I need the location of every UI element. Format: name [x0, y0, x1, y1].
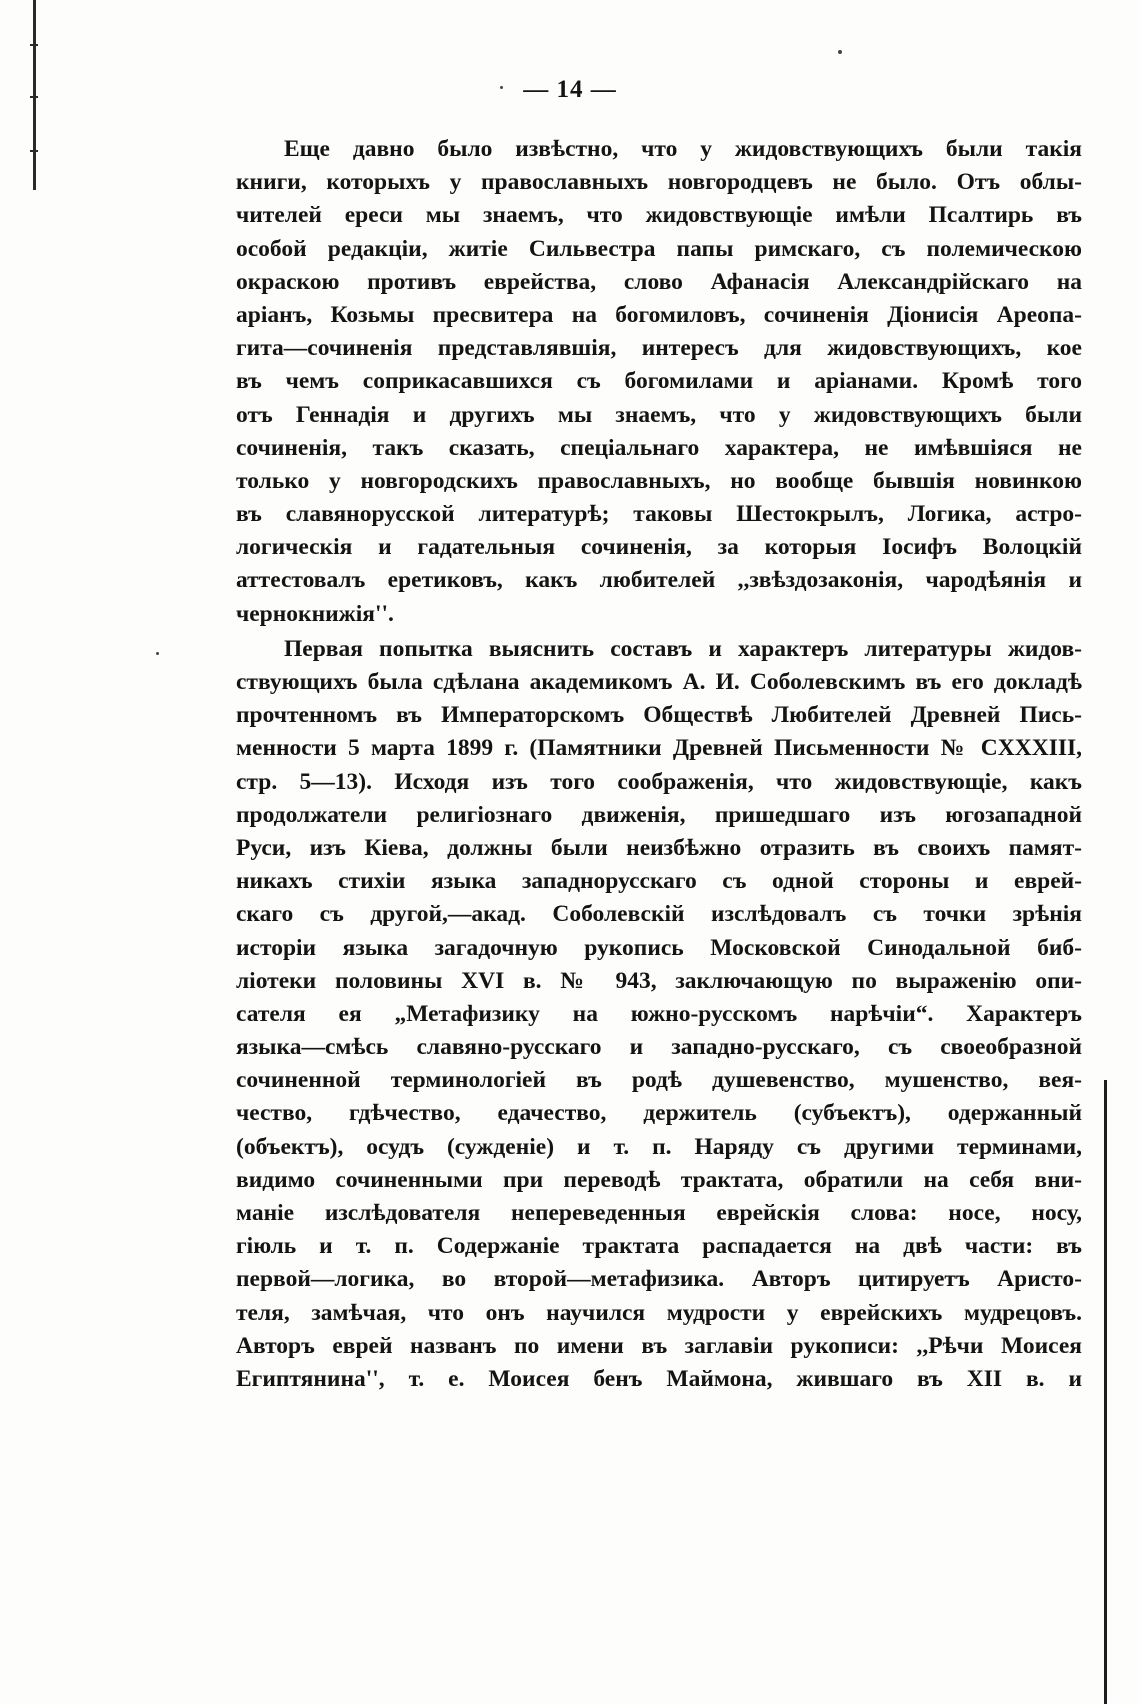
body-text: [236, 133, 1082, 1396]
text-line: Первая попытка выяснить составъ и характеръ литературы жидов-: [284, 635, 1082, 662]
text-line: аттестовалъ еретиковъ, какъ любителей ,,звѣздозаконія, чародѣянія и: [236, 567, 1082, 594]
text-line: первой—логика, во второй—метафизика. Авторъ цитируетъ Аристо-: [236, 1266, 1082, 1293]
text-line: окраскою противъ еврейства, слово Афанасія Александрійскаго на: [236, 268, 1082, 295]
text-line: ствующихъ была сдѣлана академикомъ А. И. Соболевскимъ въ его докладѣ: [236, 669, 1082, 695]
text-line: сочиненной терминологіей въ родѣ душевенство, мушенство, вея-: [236, 1067, 1082, 1094]
text-line: теля, замѣчая, что онъ научился мудрости у еврейскихъ мудрецовъ.: [236, 1299, 1082, 1326]
text-line: гита—сочиненія представлявшія, интересъ для жидовствующихъ, кое: [236, 335, 1082, 362]
scan-edge-mark: [30, 44, 38, 46]
text-line: стр. 5—13). Исходя изъ того соображенія, что жидовствующіе, какъ: [236, 768, 1082, 795]
text-line: только у новгородскихъ православныхъ, но вообще бывшія новинкою: [236, 467, 1082, 494]
text-line: исторіи языка загадочную рукопись Московской Синодальной биб-: [236, 934, 1082, 961]
text-line: чителей ереси мы знаемъ, что жидовствующіе имѣли Псалтирь въ: [236, 202, 1082, 229]
text-line: въ славянорусской литературѣ; таковы Шестокрылъ, Логика, астро-: [236, 501, 1082, 528]
page-number: — 14 —: [523, 76, 617, 103]
text-line: (объектъ), осудъ (сужденіе) и т. п. Наряду съ другими терминами,: [236, 1133, 1082, 1160]
text-line: никахъ стихіи языка западнорусскаго съ одной стороны и еврей-: [236, 868, 1082, 895]
scan-speck: [838, 50, 842, 54]
text-line: отъ Геннадія и другихъ мы знаемъ, что у жидовствующихъ были: [236, 401, 1082, 428]
text-line: сателя ея „Метафизику на южно-русскомъ нарѣчіи“. Характеръ: [236, 1000, 1082, 1027]
text-line: особой редакціи, житіе Сильвестра папы римскаго, съ полемическою: [236, 235, 1082, 262]
text-line: Еще давно было извѣстно, что у жидовствующихъ были такія: [284, 136, 1082, 162]
text-line: скаго съ другой,—акад. Соболевскій изслѣдовалъ съ точки зрѣнія: [236, 901, 1082, 928]
text-line: менности 5 марта 1899 г. (Памятники Древней Письменности № CXXXIII,: [236, 735, 1082, 762]
text-line: гіюль и т. п. Содержаніе трактата распадается на двѣ части: въ: [236, 1233, 1082, 1260]
text-line: Египтянина'', т. е. Моисея бенъ Маймона, жившаго въ XII в. и: [236, 1365, 1082, 1392]
text-line: ліотеки половины XVI в. № 943, заключающую по выраженію опи-: [236, 967, 1082, 994]
text-line: прочтенномъ въ Императорскомъ Обществѣ Любителей Древней Пись-: [236, 702, 1082, 729]
text-line: логическія и гадательныя сочиненія, за которыя Іосифъ Волоцкій: [236, 534, 1082, 561]
text-line: въ чемъ соприкасавшихся съ богомилами и аріанами. Кромѣ того: [236, 368, 1082, 395]
scan-speck: [156, 652, 159, 655]
paragraph-1: [236, 133, 1082, 631]
text-line: видимо сочиненными при переводѣ трактата, обратили на себя вни-: [236, 1166, 1082, 1193]
paragraph-2: [236, 633, 1082, 1396]
text-line: книги, которыхъ у православныхъ новгородцевъ не было. Отъ облы-: [236, 169, 1082, 196]
text-line: аріанъ, Козьмы пресвитера на богомиловъ, сочиненія Діонисія Ареопа-: [236, 301, 1082, 328]
text-line: чернокнижія''.: [236, 600, 394, 627]
text-line: чество, гдѣчество, едачество, держитель (субъектъ), одержанный: [236, 1100, 1082, 1127]
text-line: Авторъ еврей названъ по имени въ заглавіи рукописи: ,,Рѣчи Моисея: [236, 1332, 1082, 1359]
text-line: маніе изслѣдователя непереведенныя еврейскія слова: носе, носу,: [236, 1200, 1082, 1226]
text-line: Руси, изъ Кіева, должны были неизбѣжно отразить въ своихъ памят-: [236, 834, 1082, 861]
scan-right-edge: [1104, 1080, 1107, 1704]
text-line: языка—смѣсь славяно-русскаго и западно-русскаго, съ своеобразной: [236, 1034, 1082, 1061]
scan-edge-mark: [30, 150, 38, 152]
text-line: сочиненія, такъ сказать, спеціальнаго характера, не имѣвшіяся не: [236, 434, 1082, 461]
text-line: продолжатели религіознаго движенія, пришедшаго изъ югозападной: [236, 801, 1082, 828]
